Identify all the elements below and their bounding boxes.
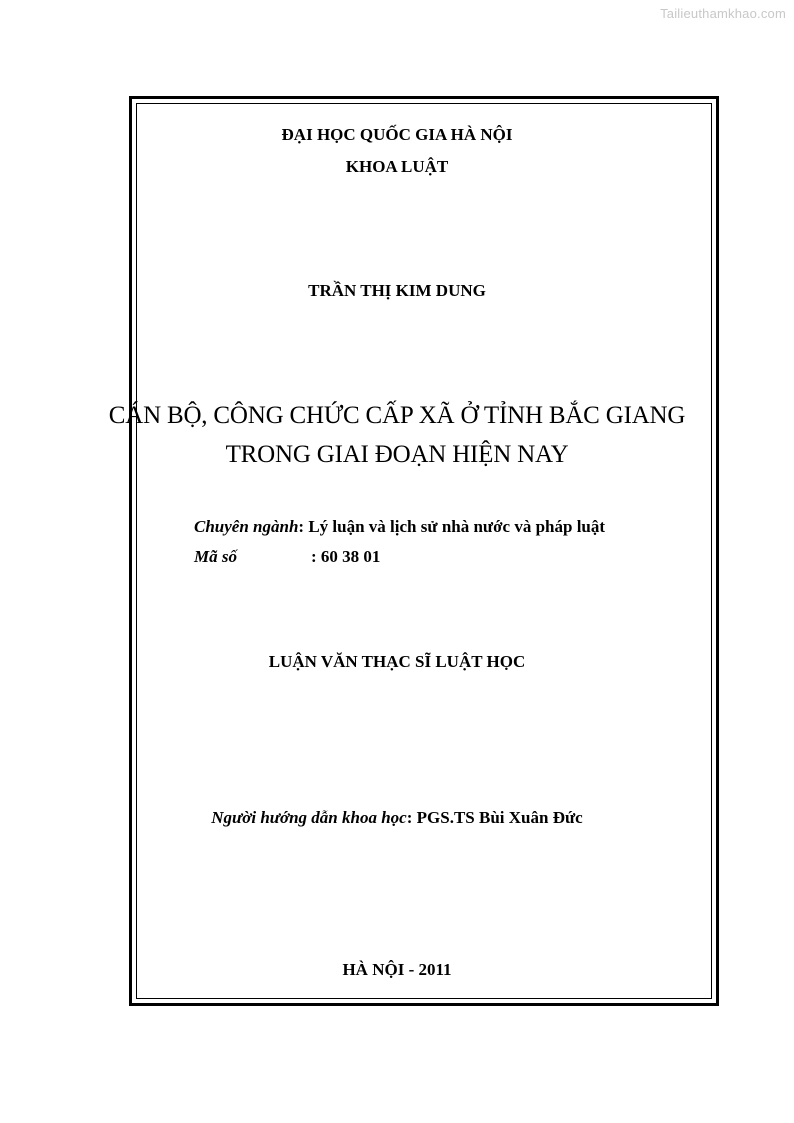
specialty-row (194, 517, 605, 537)
thesis-title-line-2: TRONG GIAI ĐOẠN HIỆN NAY (225, 441, 569, 468)
watermark-text: Tailieuthamkhao.com (660, 6, 786, 21)
specialty-value: : Lý luận và lịch sử nhà nước và pháp luật (298, 517, 606, 536)
code-row (194, 547, 380, 567)
code-label: Mã số (194, 547, 237, 566)
advisor-value: : PGS.TS Bùi Xuân Đức (406, 808, 583, 827)
faculty-name: KHOA LUẬT (345, 157, 449, 176)
place-year: HÀ NỘI - 2011 (342, 960, 452, 979)
author-name: TRẦN THỊ KIM DUNG (308, 281, 486, 300)
specialty-label: Chuyên ngành (194, 517, 299, 536)
advisor-label: Người hướng dẫn khoa học (211, 808, 407, 827)
university-name: ĐẠI HỌC QUỐC GIA HÀ NỘI (281, 125, 513, 144)
code-value: : 60 38 01 (311, 547, 381, 566)
degree-type: LUẬN VĂN THẠC SĨ LUẬT HỌC (268, 652, 526, 671)
advisor-row (0, 808, 794, 828)
thesis-title-line-1: CÁN BỘ, CÔNG CHỨC CẤP XÃ Ở TỈNH BẮC GIANG (108, 402, 686, 429)
